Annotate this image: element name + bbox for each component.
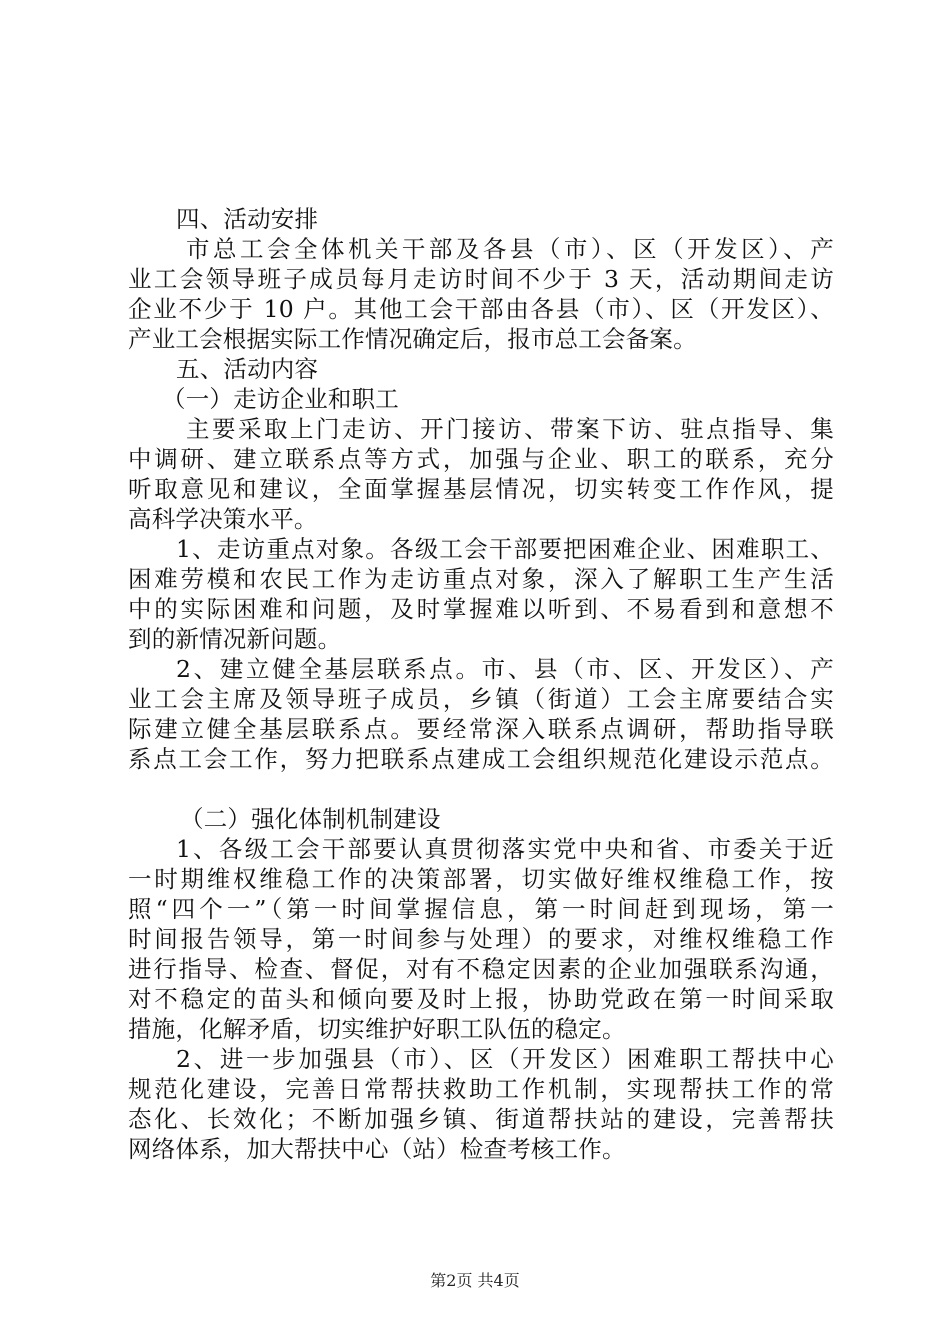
- list-item-line: 到的新情况新问题。: [128, 625, 342, 653]
- list-item-line: 规范化建设，完善日常帮扶救助工作机制，实现帮扶工作的常: [128, 1075, 834, 1103]
- list-item-line: 业工会主席及领导班子成员，乡镇（街道）工会主席要结合实: [128, 685, 834, 713]
- list-item-line: 2、进一步加强县（市）、区（开发区）困难职工帮扶中心: [176, 1045, 834, 1073]
- paragraph-line: 企业不少于 10 户。其他工会干部由各县（市）、区（开发区）、: [128, 295, 834, 323]
- list-item-line: 一时期维权维稳工作的决策部署，切实做好维权维稳工作，按: [128, 865, 834, 893]
- list-item-line: 中的实际困难和问题，及时掌握难以听到、不易看到和意想不: [128, 595, 834, 623]
- paragraph-line: 业工会领导班子成员每月走访时间不少于 3 天，活动期间走访: [128, 265, 834, 293]
- list-item-line: 1、各级工会干部要认真贯彻落实党中央和省、市委关于近: [176, 835, 834, 863]
- list-item-line: 困难劳模和农民工作为走访重点对象，深入了解职工生产生活: [128, 565, 834, 593]
- sub-heading-2: （二）强化体制机制建设: [180, 805, 441, 833]
- list-item-line: 对不稳定的苗头和倾向要及时上报，协助党政在第一时间采取: [128, 985, 834, 1013]
- list-item-line: 态化、长效化；不断加强乡镇、街道帮扶站的建设，完善帮扶: [128, 1105, 834, 1133]
- list-item-line: 系点工会工作，努力把联系点建成工会组织规范化建设示范点。: [128, 745, 834, 773]
- paragraph-line: 市总工会全体机关干部及各县（市）、区（开发区）、产: [186, 235, 834, 263]
- list-item-line: 网络体系，加大帮扶中心（站）检查考核工作。: [128, 1135, 626, 1163]
- document-body: [128, 204, 834, 1164]
- paragraph-line: 中调研、建立联系点等方式，加强与企业、职工的联系，充分: [128, 445, 834, 473]
- sub-heading-1: （一）走访企业和职工: [162, 385, 399, 413]
- blank-line: [128, 774, 834, 804]
- list-item-line: 时间报告领导，第一时间参与处理）的要求，对维权维稳工作: [128, 925, 834, 953]
- paragraph-line: 听取意见和建议，全面掌握基层情况，切实转变工作作风，提: [128, 475, 834, 503]
- list-item-line: 进行指导、检查、督促，对有不稳定因素的企业加强联系沟通，: [128, 955, 834, 983]
- list-item-line: 照“四个一”（第一时间掌握信息，第一时间赶到现场，第一: [128, 895, 834, 923]
- paragraph-line: 高科学决策水平。: [128, 505, 318, 533]
- list-item-line: 1、走访重点对象。各级工会干部要把困难企业、困难职工、: [176, 535, 834, 563]
- list-item-line: 措施，化解矛盾，切实维护好职工队伍的稳定。: [128, 1015, 626, 1043]
- list-item-line: 2、建立健全基层联系点。市、县（市、区、开发区）、产: [176, 655, 834, 683]
- page-footer: 第2页 共4页: [430, 1271, 520, 1290]
- paragraph-line: 产业工会根据实际工作情况确定后，报市总工会备案。: [128, 325, 697, 353]
- section-heading-4: 四、活动安排: [176, 205, 319, 233]
- paragraph-line: 主要采取上门走访、开门接访、带案下访、驻点指导、集: [186, 415, 834, 443]
- section-heading-5: 五、活动内容: [176, 355, 319, 383]
- list-item-line: 际建立健全基层联系点。要经常深入联系点调研，帮助指导联: [128, 715, 834, 743]
